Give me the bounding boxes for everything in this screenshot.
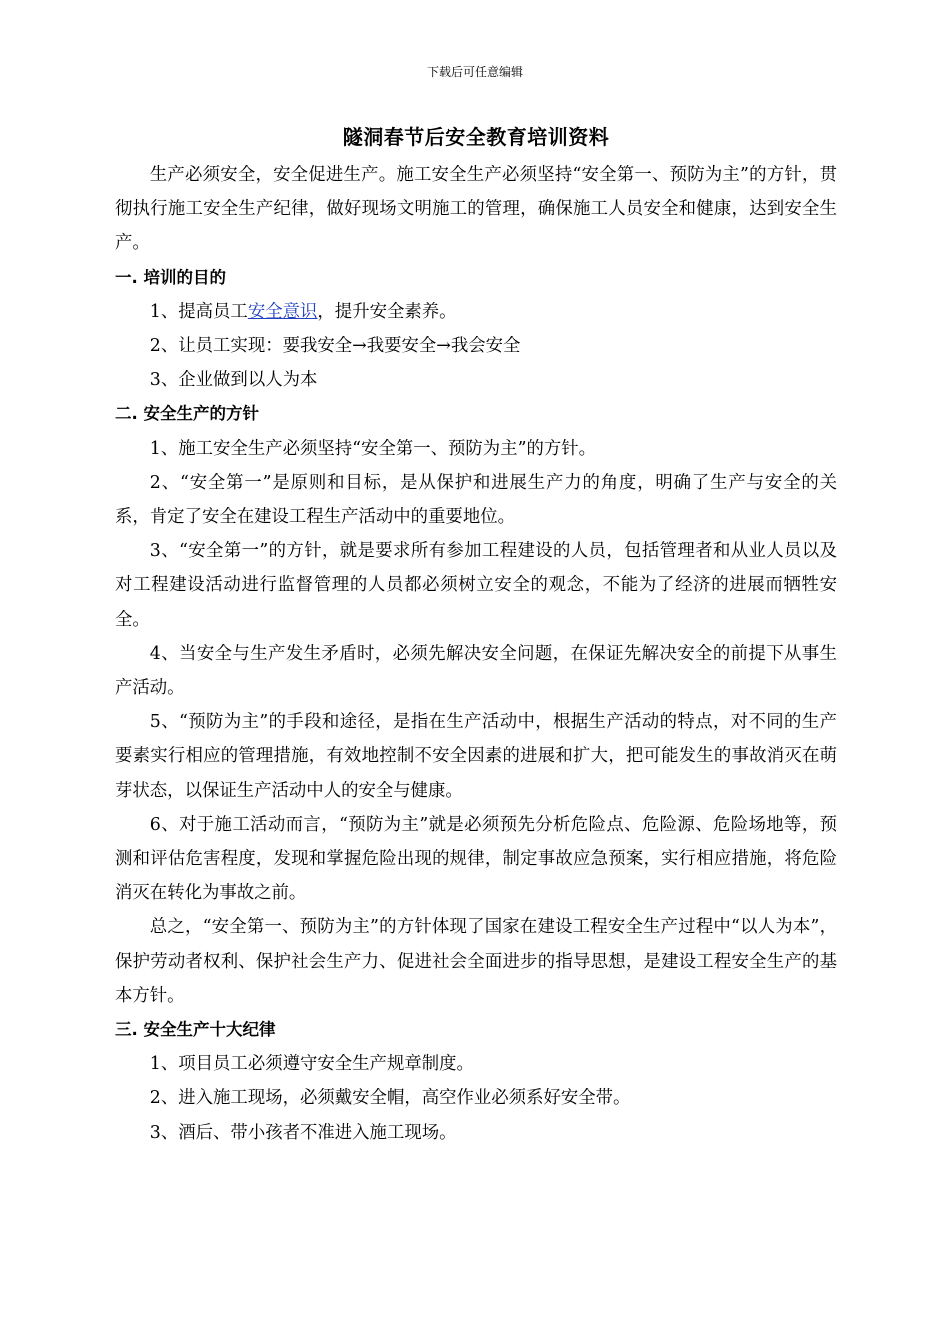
discipline-item-2: 2、进入施工现场，必须戴安全帽，高空作业必须系好安全带。 [149,1088,631,1109]
intro-paragraph: 生产必须安全，安全促进生产。施工安全生产必须坚持“安全第一、预防为主”的方针，贯彻执行施工安全生产纪律，做好现场文明施工的管理，确保施工人员安全和健康，达到安全生产。 [115,165,837,254]
policy-paragraph-3: 3、“安全第一”的方针，就是要求所有参加工程建设的人员，包括管理者和从业人员以及对工程建设活动进行监督管理的人员都必须树立安全的观念，不能为了经济的进展而牺牲安全。 [115,541,837,630]
purpose-item-1-text: 1、提高员工 [149,301,248,322]
policy-paragraph-2: 2、“安全第一”是原则和目标，是从保护和进展生产力的角度，明确了生产与安全的关系，肯定了安全在建设工程生产活动中的重要地位。 [115,472,837,528]
policy-paragraph-5: 5、“预防为主”的手段和途径，是指在生产活动中，根据生产活动的特点，对不同的生产要素实行相应的管理措施，有效地控制不安全因素的进展和扩大，把可能发生的事故消灭在萌芽状态，以保证生产活动中人的安全与健康。 [115,712,837,801]
policy-paragraph-4: 4、当安全与生产发生矛盾时，必须先解决安全问题，在保证先解决安全的前提下从事生产活动。 [115,643,837,699]
policy-paragraph-6: 6、对于施工活动而言，“预防为主”就是必须预先分析危险点、危险源、危险场地等，预测和评估危害程度，发现和掌握危险出现的规律，制定事故应急预案，实行相应措施，将危险消灭在转化为事故之前。 [115,814,837,904]
purpose-item-3: 3、企业做到以人为本 [149,370,318,391]
policy-paragraph-1: 1、施工安全生产必须坚持“安全第一、预防为主”的方针。 [149,438,597,459]
section-heading-discipline: 三. 安全生产十大纪律 [115,1020,276,1040]
page-header: 下载后可任意编辑 [426,65,523,79]
section-heading-policy: 二. 安全生产的方针 [115,404,260,424]
discipline-item-3: 3、酒后、带小孩者不准进入施工现场。 [149,1122,457,1143]
purpose-item-1-tail: ，提升安全素养。 [317,301,457,322]
document-body [115,124,837,1150]
section-heading-purpose: 一. 培训的目的 [115,267,227,287]
document-title: 隧洞春节后安全教育培训资料 [342,125,610,149]
purpose-item-1 [115,295,837,329]
purpose-item-2: 2、让员工实现：要我安全→我要安全→我会安全 [149,336,521,357]
discipline-item-1: 1、项目员工必须遵守安全生产规章制度。 [149,1054,474,1075]
safety-awareness-link[interactable]: 安全意识 [247,301,318,322]
policy-summary: 总之，“安全第一、预防为主”的方针体现了国家在建设工程安全生产过程中“以人为本”，保护劳动者权利、保护社会生产力、促进社会全面进步的指导思想，是建设工程安全生产的基本方针。 [115,917,837,1006]
